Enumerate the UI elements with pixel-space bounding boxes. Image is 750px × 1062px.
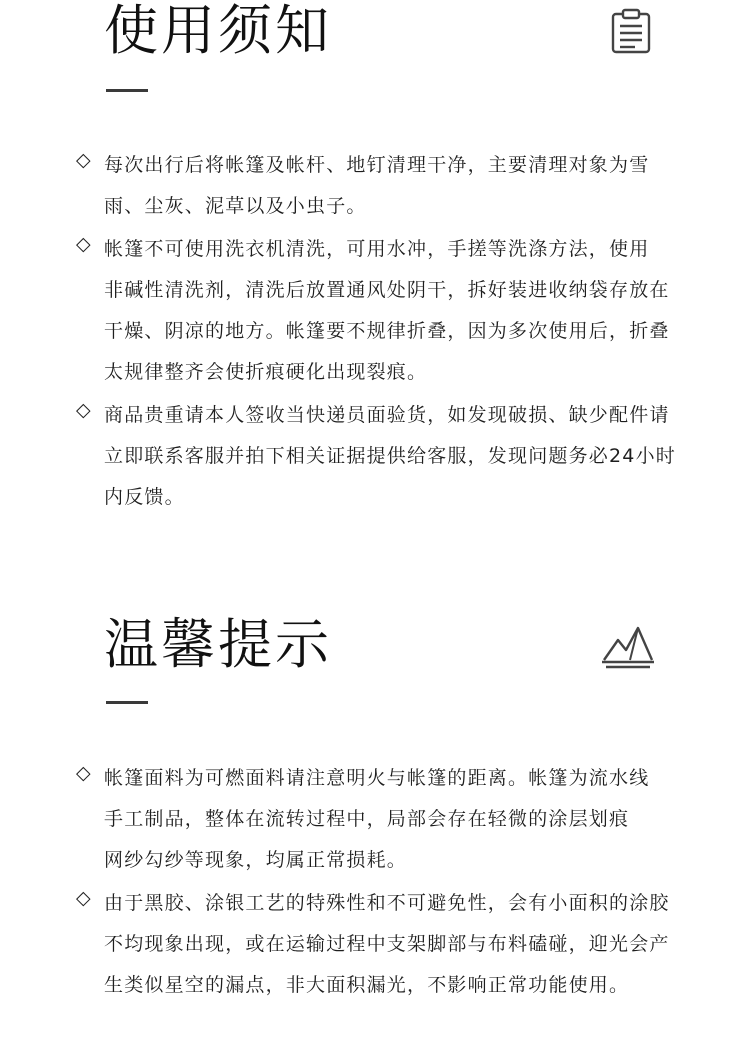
text-line: 雨、尘灰、泥草以及小虫子。 bbox=[104, 195, 367, 217]
diamond-bullet-icon: ◇ bbox=[76, 887, 91, 909]
title-underline bbox=[106, 701, 148, 704]
text-line: 网纱勾纱等现象，均属正常损耗。 bbox=[104, 849, 408, 871]
diamond-bullet-icon: ◇ bbox=[76, 233, 91, 255]
item-text bbox=[104, 145, 704, 227]
diamond-bullet-icon: ◇ bbox=[76, 399, 91, 421]
text-line: 由于黑胶、涂银工艺的特殊性和不可避免性，会有小面积的涂胶 bbox=[104, 892, 670, 914]
text-line: 商品贵重请本人签收当快递员面验货，如发现破损、缺少配件请 bbox=[104, 404, 670, 426]
text-line: 生类似星空的漏点，非大面积漏光，不影响正常功能使用。 bbox=[104, 974, 630, 996]
text-line: 手工制品，整体在流转过程中，局部会存在轻微的涂层划痕 bbox=[104, 808, 630, 830]
diamond-bullet-icon: ◇ bbox=[76, 149, 91, 171]
text-line: 非碱性清洗剂，清洗后放置通风处阴干，拆好装进收纳袋存放在 bbox=[104, 279, 670, 301]
diamond-bullet-icon: ◇ bbox=[76, 762, 91, 784]
text-line: 干燥、阴凉的地方。帐篷要不规律折叠，因为多次使用后，折叠 bbox=[104, 320, 670, 342]
item-text bbox=[104, 395, 704, 518]
tips-title: 温馨提示 bbox=[104, 613, 332, 676]
item-text bbox=[104, 883, 704, 1006]
list-item bbox=[76, 883, 716, 1006]
text-line: 帐篷不可使用洗衣机清洗，可用水冲，手搓等洗涤方法，使用 bbox=[104, 238, 650, 260]
text-line: 帐篷面料为可燃面料请注意明火与帐篷的距离。帐篷为流水线 bbox=[104, 767, 650, 789]
mountain-icon bbox=[600, 622, 656, 672]
text-line: 内反馈。 bbox=[104, 486, 185, 508]
notice-list bbox=[76, 145, 716, 520]
list-item bbox=[76, 395, 716, 518]
item-text bbox=[104, 229, 704, 393]
list-item bbox=[76, 758, 716, 881]
list-item bbox=[76, 145, 716, 227]
notice-title: 使用须知 bbox=[104, 0, 332, 62]
item-text bbox=[104, 758, 704, 881]
text-line: 每次出行后将帐篷及帐杆、地钉清理干净，主要清理对象为雪 bbox=[104, 154, 650, 176]
text-line: 立即联系客服并拍下相关证据提供给客服，发现问题务必24小时 bbox=[104, 445, 676, 467]
list-item bbox=[76, 229, 716, 393]
text-line: 不均现象出现，或在运输过程中支架脚部与布料磕碰，迎光会产 bbox=[104, 933, 670, 955]
text-line: 太规律整齐会使折痕硬化出现裂痕。 bbox=[104, 361, 428, 383]
tips-list bbox=[76, 758, 716, 1008]
clipboard-icon bbox=[609, 8, 653, 54]
title-underline bbox=[106, 89, 148, 92]
